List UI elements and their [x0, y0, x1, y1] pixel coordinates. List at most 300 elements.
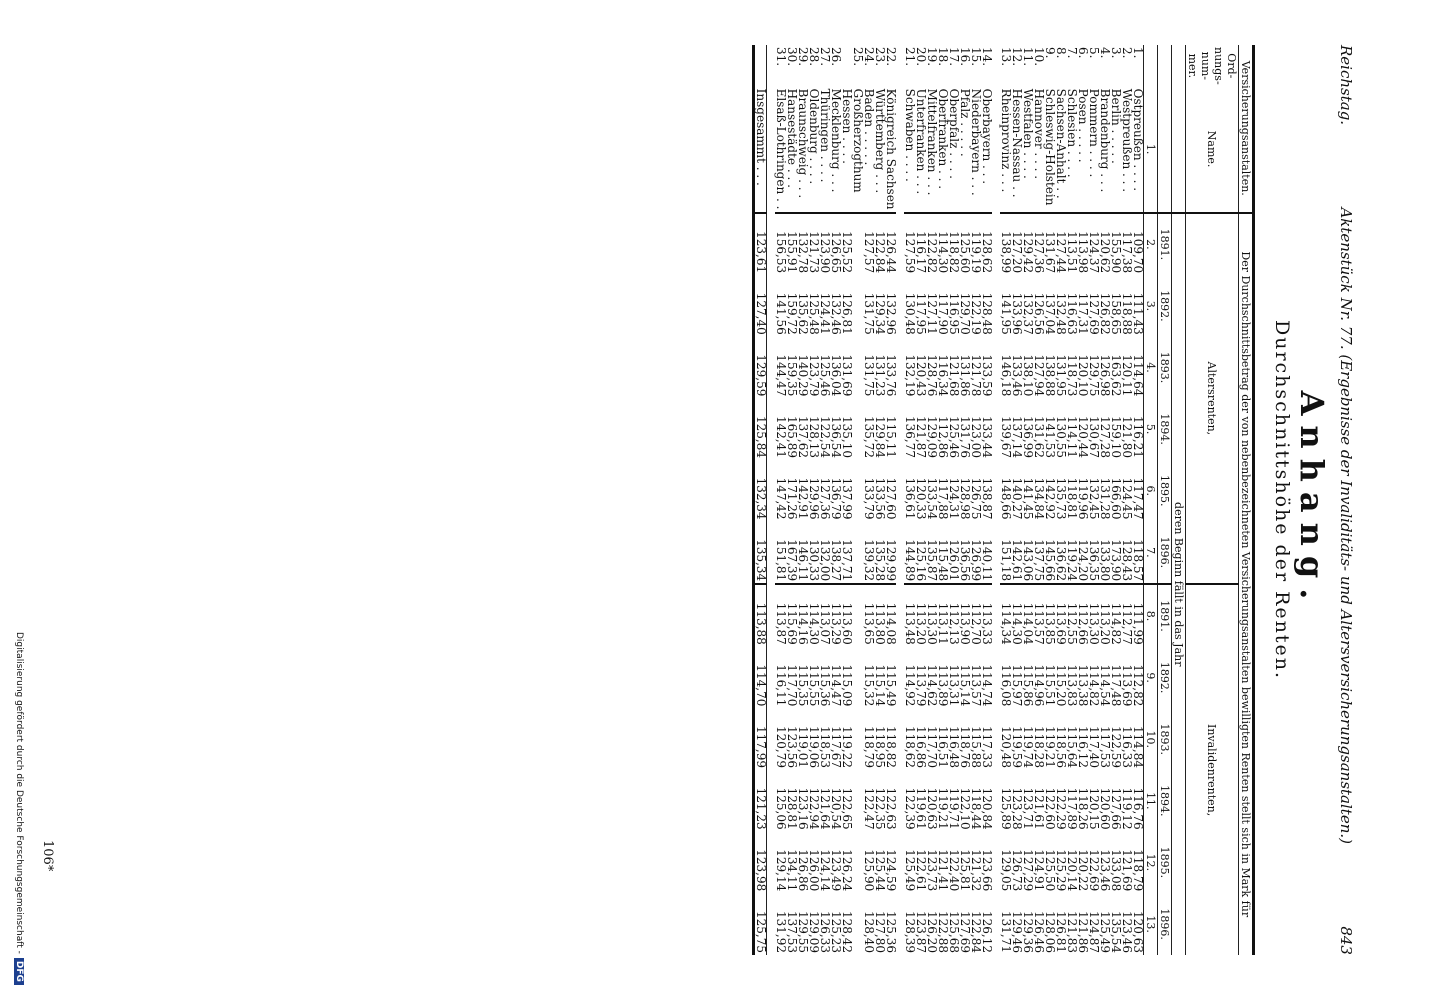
- value-cell: 135,72: [862, 415, 876, 458]
- value-cell: 151,18: [1000, 522, 1011, 585]
- value-cell: 118,82: [947, 231, 961, 274]
- value-cell: 132,96: [884, 292, 898, 335]
- value-cell: 112,86: [936, 415, 950, 458]
- value-cell: 131,28: [1098, 477, 1112, 520]
- row-number: 19.: [925, 47, 939, 67]
- value-cell: 129,96: [807, 477, 821, 520]
- value-cell: 118,79: [1131, 849, 1145, 892]
- row-number: 28.: [807, 47, 821, 67]
- row-number: 11.: [1021, 47, 1035, 67]
- value-cell: 114,54: [1098, 664, 1112, 707]
- header-row-years: [1158, 45, 1172, 955]
- row-number: 3.: [1109, 47, 1123, 59]
- value-cell: 125,89: [999, 787, 1013, 830]
- value-cell: 118,73: [1065, 354, 1079, 397]
- value-cell: 173,90: [1110, 522, 1121, 585]
- value-cell: 132,37: [1021, 292, 1035, 335]
- value-cell: 118,44: [969, 787, 983, 830]
- value-cell: 132,48: [1054, 292, 1068, 335]
- row-name: Hessen . . . .: [841, 87, 852, 213]
- value-cell: 138,27: [830, 522, 841, 585]
- value-cell: 119,01: [796, 726, 810, 769]
- value-cell: 131,62: [1032, 415, 1046, 458]
- row-name: Mittelfranken . . .: [926, 87, 937, 213]
- value-cell: 145,66: [1044, 522, 1055, 585]
- value-cell: 121,68: [947, 354, 961, 397]
- value-cell: 125,50: [1043, 849, 1057, 892]
- value-cell: 136,99: [1021, 415, 1035, 458]
- value-cell: 127,60: [884, 477, 898, 520]
- col-number: 11.: [1144, 770, 1158, 832]
- value-cell: 119,59: [1010, 726, 1024, 769]
- value-cell: 148,66: [999, 477, 1013, 520]
- row-name: Baden . . . . .: [863, 87, 874, 213]
- value-cell: 126,33: [818, 911, 832, 953]
- value-cell: 136,04: [829, 354, 843, 397]
- value-cell: 119,24: [1066, 522, 1077, 585]
- value-cell: 117,90: [936, 292, 950, 335]
- page-header: [1265, 45, 1355, 955]
- value-cell: 116,21: [1131, 415, 1145, 458]
- value-cell: 120,33: [914, 477, 928, 520]
- value-cell: 151,81: [775, 522, 786, 585]
- row-number: 15.: [969, 47, 983, 67]
- value-cell: 116,11: [774, 664, 788, 707]
- value-cell: 118,79: [862, 726, 876, 769]
- value-cell: 126,82: [1098, 292, 1112, 335]
- value-cell: 115,11: [884, 415, 898, 458]
- value-cell: 128,98: [958, 477, 972, 520]
- value-cell: 123,46: [1098, 849, 1112, 892]
- value-cell: 124,45: [1120, 477, 1134, 520]
- value-cell: 136,35: [1088, 522, 1099, 585]
- value-cell: 133,56: [873, 477, 887, 520]
- value-cell: 116,63: [1065, 292, 1079, 335]
- value-cell: 118,57: [1132, 522, 1144, 585]
- value-cell: 115,69: [785, 602, 799, 645]
- value-cell: 120,63: [1131, 911, 1145, 953]
- value-cell: 142,41: [774, 415, 788, 458]
- value-cell: 119,96: [1076, 477, 1090, 520]
- value-cell: 137,53: [785, 911, 799, 953]
- row-number: 2.: [1120, 47, 1134, 59]
- value-cell: 121,41: [936, 849, 950, 892]
- value-cell: 116,17: [914, 231, 928, 274]
- value-cell: 113,90: [958, 602, 972, 645]
- value-cell: 130,67: [1087, 415, 1101, 458]
- value-cell: 126,81: [840, 292, 854, 335]
- value-cell: 123,16: [796, 787, 810, 830]
- value-cell: 117,70: [925, 726, 939, 769]
- year-header: 1894.: [1158, 770, 1172, 832]
- value-cell: 131,71: [999, 911, 1013, 953]
- value-cell: 129,05: [999, 849, 1013, 892]
- value-cell: 113,87: [774, 602, 788, 645]
- total-value: 125,84: [754, 398, 767, 460]
- value-cell: 122,39: [903, 787, 917, 830]
- value-cell: 126,12: [980, 911, 994, 953]
- value-cell: 126,86: [796, 849, 810, 892]
- value-cell: 142,92: [1043, 477, 1057, 520]
- value-cell: 122,82: [925, 231, 939, 274]
- value-cell: 123,46: [1120, 911, 1134, 953]
- value-cell: 159,72: [785, 292, 799, 335]
- value-cell: 114,30: [936, 231, 950, 274]
- value-cell: 119,61: [914, 787, 928, 830]
- row-name: Hansestädte . . .: [786, 87, 797, 213]
- value-cell: 115,86: [1021, 664, 1035, 707]
- total-value: 123,61: [754, 213, 767, 276]
- value-cell: 120,14: [1065, 849, 1079, 892]
- value-cell: 113,79: [914, 664, 928, 707]
- value-cell: 137,62: [796, 415, 810, 458]
- value-cell: 119,19: [969, 231, 983, 274]
- value-cell: 142,61: [1011, 522, 1022, 585]
- value-cell: 115,49: [884, 664, 898, 707]
- value-cell: 129,84: [873, 415, 887, 458]
- value-cell: 117,95: [914, 292, 928, 335]
- value-cell: 119,22: [840, 726, 854, 769]
- value-cell: 138,10: [1021, 354, 1035, 397]
- total-label: Insgesammt . . .: [754, 87, 767, 213]
- value-cell: 121,80: [1120, 415, 1134, 458]
- col-number: 2.: [1144, 213, 1158, 276]
- value-cell: 124,91: [1032, 849, 1046, 892]
- value-cell: 121,83: [1065, 911, 1079, 953]
- value-cell: 118,53: [818, 726, 832, 769]
- value-cell: 120,63: [925, 787, 939, 830]
- row-number: 18.: [936, 47, 950, 67]
- row-number: 25.: [851, 47, 865, 67]
- value-cell: 123,56: [785, 726, 799, 769]
- value-cell: 114,62: [925, 664, 939, 707]
- value-cell: 122,60: [1043, 787, 1057, 830]
- value-cell: 125,44: [873, 849, 887, 892]
- value-cell: 114,16: [796, 602, 810, 645]
- value-cell: 129,09: [807, 911, 821, 953]
- running-head-center: Aktenstück Nr. 77. (Ergebnisse der Invaliditäts- und Altersversicherungsanstalten.): [1337, 207, 1355, 844]
- value-cell: 128,42: [840, 911, 854, 953]
- value-cell: 116,76: [1131, 787, 1145, 830]
- value-cell: 132,00: [819, 522, 830, 585]
- value-cell: 125,48: [807, 292, 821, 335]
- rotated-page: [325, 45, 1355, 955]
- value-cell: 112,66: [1076, 602, 1090, 645]
- value-cell: 123,28: [1010, 787, 1024, 830]
- value-cell: 128,40: [862, 911, 876, 953]
- row-name: Posen . . . . .: [1077, 87, 1088, 213]
- value-cell: 113,83: [1065, 664, 1079, 707]
- col-number: 7.: [1144, 522, 1158, 585]
- value-cell: 113,80: [873, 602, 887, 645]
- value-cell: 123,00: [969, 415, 983, 458]
- value-cell: 121,64: [818, 787, 832, 830]
- appendix-title: Anhang.: [1293, 390, 1331, 610]
- value-cell: 120,62: [1098, 231, 1112, 274]
- row-name: Oberpfalz . . . .: [948, 87, 959, 213]
- value-cell: 125,06: [774, 787, 788, 830]
- value-cell: 141,56: [774, 292, 788, 335]
- value-cell: 127,29: [1021, 849, 1035, 892]
- value-cell: 117,40: [1087, 726, 1101, 769]
- value-cell: 115,51: [1043, 664, 1057, 707]
- value-cell: 126,01: [948, 522, 959, 585]
- value-cell: 137,99: [840, 477, 854, 520]
- value-cell: 133,59: [980, 354, 994, 397]
- value-cell: 124,41: [818, 292, 832, 335]
- running-head-page: 843: [1337, 926, 1355, 955]
- value-cell: 135,28: [874, 522, 885, 585]
- value-cell: 124,20: [1077, 522, 1088, 585]
- row-name: Schlesien . . . .: [1066, 87, 1077, 213]
- value-cell: 118,62: [903, 726, 917, 769]
- value-cell: 126,24: [840, 849, 854, 892]
- value-cell: 133,96: [1010, 292, 1024, 335]
- value-cell: 128,48: [980, 292, 994, 335]
- row-name: Ostpreußen . . . .: [1132, 87, 1144, 213]
- row-name: Mecklenburg . . .: [830, 87, 841, 213]
- value-cell: 126,99: [970, 522, 981, 585]
- value-cell: 116,95: [947, 292, 961, 335]
- value-cell: 120,54: [829, 787, 843, 830]
- value-cell: 124,59: [884, 849, 898, 892]
- value-cell: 125,29: [1054, 849, 1068, 892]
- value-cell: 118,28: [1032, 726, 1046, 769]
- value-cell: 113,30: [1087, 602, 1101, 645]
- row-name: Brandenburg . . .: [1099, 87, 1110, 213]
- value-cell: 127,36: [1032, 231, 1046, 274]
- value-cell: 119,12: [1120, 787, 1134, 830]
- value-cell: 118,76: [958, 726, 972, 769]
- value-cell: 132,45: [1087, 477, 1101, 520]
- col-number: 1.: [1144, 87, 1158, 213]
- value-cell: 114,84: [1131, 726, 1145, 769]
- value-cell: 120,48: [999, 726, 1013, 769]
- value-cell: 128,81: [785, 787, 799, 830]
- value-cell: 113,48: [903, 602, 917, 645]
- total-value: 123,98: [754, 832, 767, 894]
- row-name: Württemberg . . .: [874, 87, 885, 213]
- value-cell: 119,06: [807, 726, 821, 769]
- value-cell: 113,98: [1076, 231, 1090, 274]
- value-cell: 126,46: [1032, 911, 1046, 953]
- value-cell: 114,96: [1032, 664, 1046, 707]
- value-cell: 112,70: [969, 602, 983, 645]
- value-cell: 119,74: [1021, 726, 1035, 769]
- year-header: 1893.: [1158, 337, 1172, 399]
- value-cell: 133,44: [980, 415, 994, 458]
- value-cell: 120,84: [980, 787, 994, 830]
- value-cell: 132,19: [903, 354, 917, 397]
- value-cell: 131,75: [862, 354, 876, 397]
- row-number: 5.: [1087, 47, 1101, 59]
- value-cell: 115,14: [958, 664, 972, 707]
- value-cell: 129,09: [925, 415, 939, 458]
- value-cell: 125,46: [947, 415, 961, 458]
- header-row-groups: [1186, 45, 1239, 955]
- value-cell: 133,79: [862, 477, 876, 520]
- value-cell: 136,79: [829, 477, 843, 520]
- value-cell: 119,71: [947, 787, 961, 830]
- value-cell: 126,20: [925, 911, 939, 953]
- row-name: Berlin . . . . .: [1110, 87, 1121, 213]
- value-cell: 115,64: [1065, 726, 1079, 769]
- value-cell: 114,30: [1010, 602, 1024, 645]
- value-cell: 156,53: [774, 231, 788, 274]
- value-cell: 115,48: [937, 522, 948, 585]
- value-cell: 115,36: [818, 664, 832, 707]
- value-cell: 115,09: [840, 664, 854, 707]
- value-cell: 135,54: [1109, 911, 1123, 953]
- digitization-credit: [10, 632, 24, 982]
- head-invaliden: Invalidenrenten,: [1186, 584, 1239, 955]
- value-cell: 131,86: [958, 354, 972, 397]
- value-cell: 114,47: [829, 664, 843, 707]
- value-cell: 131,67: [1043, 231, 1057, 274]
- value-cell: 120,11: [1120, 354, 1134, 397]
- value-cell: 129,42: [1021, 231, 1035, 274]
- value-cell: 129,46: [1010, 911, 1024, 953]
- value-cell: 125,90: [862, 849, 876, 892]
- value-cell: 132,46: [829, 292, 843, 335]
- row-number: 17.: [947, 47, 961, 67]
- row-name: Königreich Sachsen: [885, 87, 896, 213]
- value-cell: 114,82: [1109, 602, 1123, 645]
- head-beginn: deren Beginn fällt in das Jahr: [1172, 213, 1186, 955]
- year-header: 1895.: [1158, 460, 1172, 522]
- total-value: 121,23: [754, 770, 767, 832]
- value-cell: 125,46: [818, 354, 832, 397]
- value-cell: 113,51: [1065, 231, 1079, 274]
- total-value: 127,40: [754, 275, 767, 337]
- row-name: Hannover . . . .: [1033, 87, 1044, 213]
- value-cell: 131,75: [862, 292, 876, 335]
- value-cell: 137,04: [1043, 292, 1057, 335]
- row-name: Pommern . . . .: [1088, 87, 1099, 213]
- value-cell: 166,60: [1109, 477, 1123, 520]
- value-cell: 133,46: [1010, 354, 1024, 397]
- col-number: 8.: [1144, 584, 1158, 647]
- row-name: Oberfranken . . .: [937, 87, 948, 213]
- value-cell: 142,91: [796, 477, 810, 520]
- value-cell: 126,81: [1054, 911, 1068, 953]
- row-number: 16.: [958, 47, 972, 67]
- year-header: 1892.: [1158, 275, 1172, 337]
- value-cell: 113,07: [818, 602, 832, 645]
- value-cell: 114,74: [980, 664, 994, 707]
- value-cell: 136,61: [903, 477, 917, 520]
- value-cell: 122,40: [947, 849, 961, 892]
- value-cell: 120,10: [1076, 354, 1090, 397]
- value-cell: 146,11: [797, 522, 808, 585]
- value-cell: 134,84: [1032, 477, 1046, 520]
- row-name: Niederbayern . . .: [970, 87, 981, 213]
- table-header: [1144, 45, 1254, 955]
- value-cell: 126,56: [1032, 292, 1046, 335]
- value-cell: 112,55: [1065, 602, 1079, 645]
- row-number: 6.: [1076, 47, 1090, 59]
- value-cell: 123,87: [914, 911, 928, 953]
- value-cell: 137,14: [1010, 415, 1024, 458]
- value-cell: 120,22: [1076, 849, 1090, 892]
- value-cell: 129,36: [1021, 911, 1035, 953]
- value-cell: 121,78: [969, 354, 983, 397]
- value-cell: 113,69: [1054, 602, 1068, 645]
- value-cell: 121,87: [914, 415, 928, 458]
- value-cell: 113,31: [947, 664, 961, 707]
- value-cell: 122,59: [1109, 726, 1123, 769]
- value-cell: 131,69: [840, 354, 854, 397]
- row-number: 20.: [914, 47, 928, 67]
- value-cell: 117,38: [1120, 231, 1134, 274]
- value-cell: 118,56: [1054, 726, 1068, 769]
- header-row-beginn: [1172, 45, 1186, 955]
- value-cell: 137,71: [841, 522, 852, 585]
- value-cell: 163,62: [1109, 354, 1123, 397]
- value-cell: 124,14: [818, 849, 832, 892]
- value-cell: 114,92: [903, 664, 917, 707]
- row-name: Schleswig-Holstein: [1044, 87, 1055, 213]
- value-cell: 118,26: [1076, 787, 1090, 830]
- table-row: [775, 45, 786, 955]
- value-cell: 136,56: [959, 522, 970, 585]
- value-cell: 121,61: [1032, 787, 1046, 830]
- value-cell: 159,35: [785, 354, 799, 397]
- col-number: 9.: [1144, 647, 1158, 709]
- value-cell: 125,68: [947, 911, 961, 953]
- value-cell: 114,08: [884, 602, 898, 645]
- value-cell: 118,95: [873, 726, 887, 769]
- row-name: Westfalen . . . .: [1022, 87, 1033, 213]
- value-cell: 117,67: [829, 726, 843, 769]
- value-cell: 158,65: [1109, 292, 1123, 335]
- year-header: 1896.: [1158, 522, 1172, 585]
- value-cell: 124,37: [1087, 231, 1101, 274]
- value-cell: 112,77: [1120, 602, 1134, 645]
- value-cell: 123,66: [980, 849, 994, 892]
- value-cell: 127,57: [862, 231, 876, 274]
- row-number: 30.: [785, 47, 799, 67]
- value-cell: 127,69: [1087, 292, 1101, 335]
- value-cell: 140,11: [981, 522, 992, 585]
- value-cell: 114,64: [1131, 354, 1145, 397]
- value-cell: 115,35: [796, 664, 810, 707]
- value-cell: 111,99: [1131, 602, 1145, 645]
- value-cell: 117,33: [980, 726, 994, 769]
- year-header: 1891.: [1158, 584, 1172, 647]
- row-name: Hessen-Nassau . .: [1011, 87, 1022, 213]
- value-cell: 125,52: [840, 231, 854, 274]
- total-value: 117,99: [754, 708, 767, 770]
- value-cell: 136,62: [1055, 522, 1066, 585]
- value-cell: 125,60: [958, 231, 972, 274]
- value-cell: 129,34: [873, 292, 887, 335]
- value-cell: 123,73: [925, 849, 939, 892]
- value-cell: 128,76: [925, 354, 939, 397]
- value-cell: 127,66: [1109, 787, 1123, 830]
- value-cell: 123,49: [829, 849, 843, 892]
- year-header: 1893.: [1158, 708, 1172, 770]
- row-number: 9.: [1043, 47, 1057, 59]
- header-row-colnums: [1144, 45, 1158, 955]
- value-cell: 133,80: [1099, 522, 1110, 585]
- row-number: 21.: [903, 47, 917, 67]
- value-cell: 126,00: [807, 849, 821, 892]
- value-cell: 125,36: [884, 911, 898, 953]
- row-number: 8.: [1054, 47, 1068, 59]
- value-cell: 140,29: [796, 354, 810, 397]
- value-cell: 113,33: [980, 602, 994, 645]
